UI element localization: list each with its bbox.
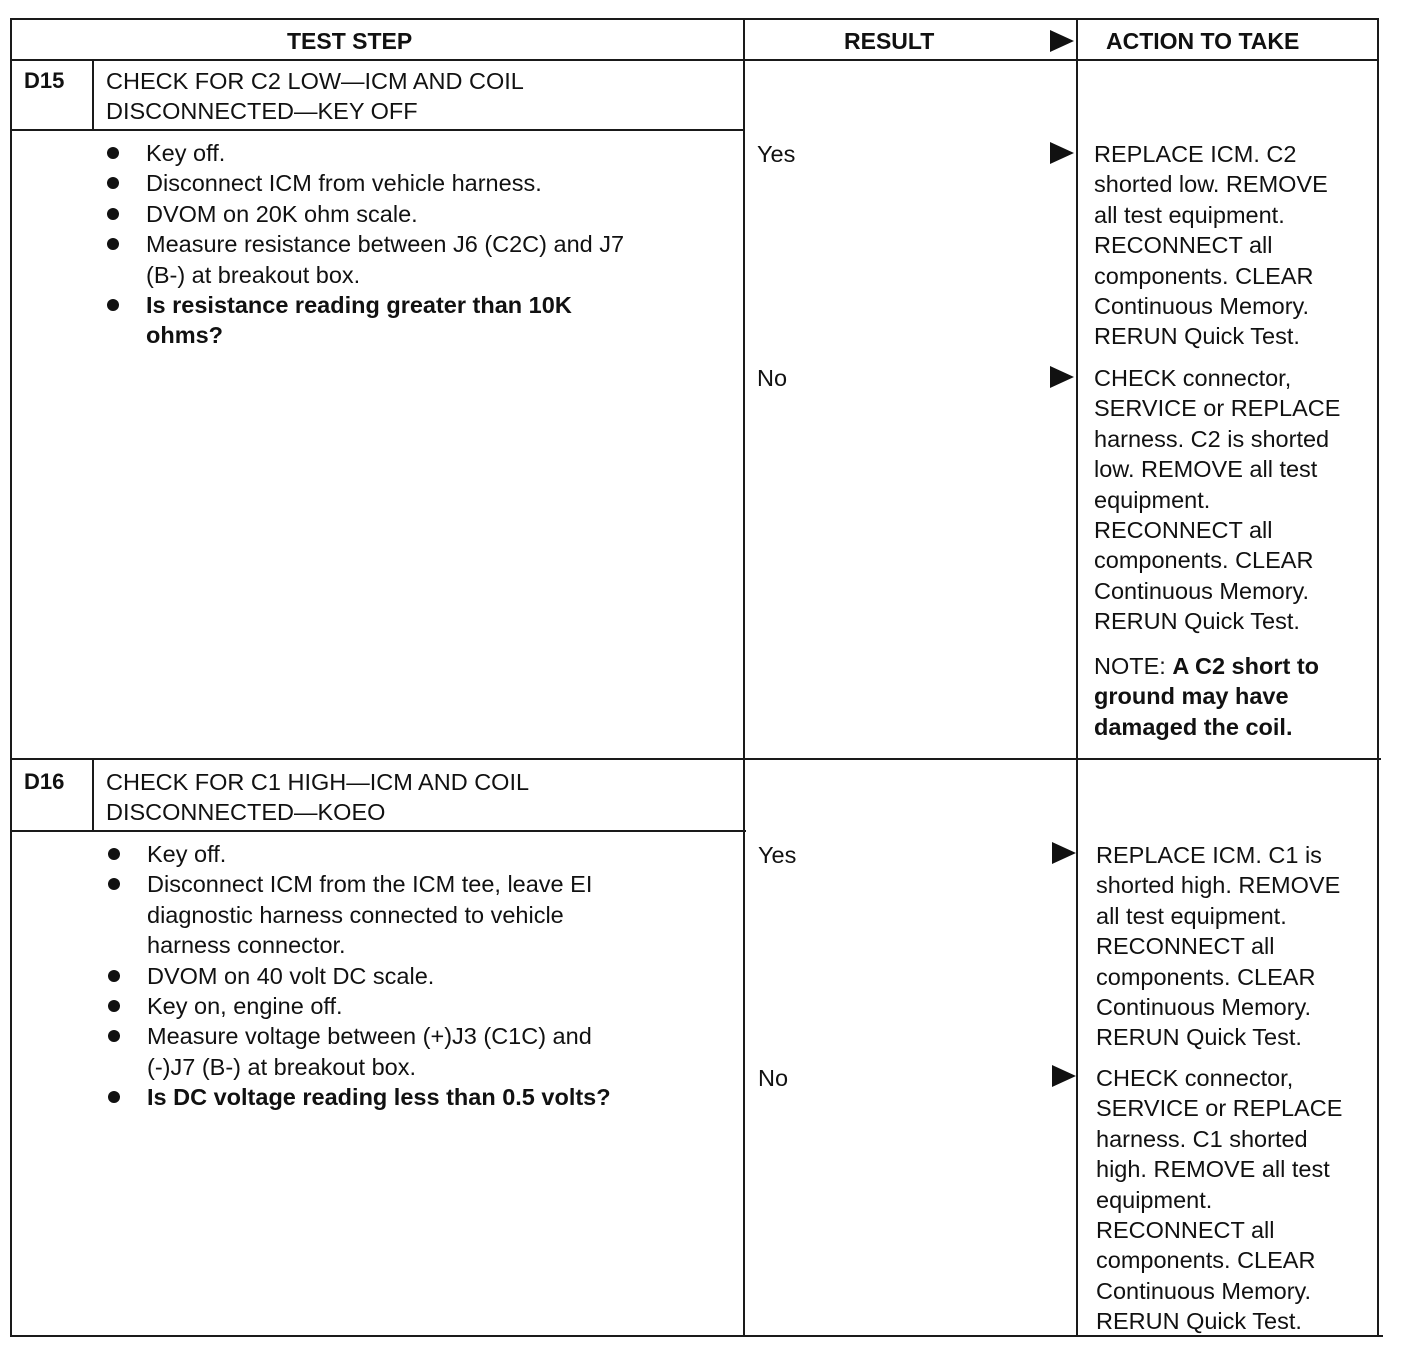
bullet-dot-icon xyxy=(107,208,119,220)
header-result: RESULT xyxy=(844,28,935,54)
d16-action-yes: REPLACE ICM. C1 is shorted high. REMOVE all test equipment. RECONNECT all components. CLEAR Continuous Memory. RERUN Quick Test. xyxy=(1096,842,1341,1051)
d15-action-no: CHECK connector, SERVICE or REPLACE harness. C2 is shorted low. REMOVE all test equipment. RECONNECT all components. CLEAR Continuous Memory. RERUN Quick Test. xyxy=(1094,365,1341,635)
header-test-step: TEST STEP xyxy=(287,28,413,54)
d15-result-no: No xyxy=(757,365,788,391)
step-d16-bullet-list xyxy=(105,839,735,1113)
table-right-border xyxy=(1377,18,1379,1337)
d15-title-bottom-border xyxy=(10,129,744,131)
d16-result-yes: Yes xyxy=(758,842,797,868)
step-number-d16: D16 xyxy=(24,769,65,794)
d15-no-arrow-icon xyxy=(1050,366,1074,388)
step-title-d16-line2: DISCONNECTED—KOEO xyxy=(106,799,386,825)
bullet-dot-icon xyxy=(108,1030,120,1042)
d15-result-yes: Yes xyxy=(757,141,796,167)
bullet-dot-icon xyxy=(107,147,119,159)
d16-yes-arrow-icon xyxy=(1052,842,1076,864)
section-divider xyxy=(10,758,1381,760)
bullet-item: Measure voltage between (+)J3 (C1C) and (-)J7 (B-) at breakout box. xyxy=(105,1021,735,1082)
bullet-dot-icon xyxy=(108,878,120,890)
d15-action-yes: REPLACE ICM. C2 shorted low. REMOVE all test equipment. RECONNECT all components. CLEAR Continuous Memory. RERUN Quick Test. xyxy=(1094,141,1328,350)
d16-number-divider xyxy=(92,758,94,832)
note-prefix: NOTE: xyxy=(1094,653,1173,679)
d15-number-divider xyxy=(92,59,94,131)
bullet-item-question: Is DC voltage reading less than 0.5 volts? xyxy=(105,1082,735,1112)
table-left-border xyxy=(10,18,12,1337)
bullet-dot-icon xyxy=(108,970,120,982)
step-title-d15-line2: DISCONNECTED—KEY OFF xyxy=(106,98,418,124)
bullet-dot-icon xyxy=(107,299,119,311)
result-right-border xyxy=(1076,18,1078,1337)
bullet-item: Disconnect ICM from the ICM tee, leave EI diagnostic harness connected to vehicle harness connector. xyxy=(105,869,735,960)
bullet-dot-icon xyxy=(108,848,120,860)
d16-result-no: No xyxy=(758,1065,789,1091)
header-arrow-icon xyxy=(1050,30,1074,52)
bullet-item: DVOM on 20K ohm scale. xyxy=(104,199,734,229)
note-text: A C2 short to ground may have damaged the coil. xyxy=(1094,653,1320,740)
bullet-item: Disconnect ICM from vehicle harness. xyxy=(104,168,734,198)
header-bottom-border xyxy=(10,59,1379,61)
bullet-item: Key off. xyxy=(105,839,735,869)
bullet-item: Measure resistance between J6 (C2C) and J7 (B-) at breakout box. xyxy=(104,229,734,290)
step-d15-bullet-list xyxy=(104,138,734,351)
bullet-dot-icon xyxy=(108,1091,120,1103)
bullet-item: Key off. xyxy=(104,138,734,168)
header-action-to-take: ACTION TO TAKE xyxy=(1106,28,1300,54)
bullet-dot-icon xyxy=(107,238,119,250)
d16-title-bottom-border xyxy=(10,830,746,832)
d15-yes-arrow-icon xyxy=(1050,142,1074,164)
step-title-d15-line1: CHECK FOR C2 LOW—ICM AND COIL xyxy=(106,68,524,94)
bullet-item: DVOM on 40 volt DC scale. xyxy=(105,961,735,991)
d16-action-no: CHECK connector, SERVICE or REPLACE harness. C1 shorted high. REMOVE all test equipment. RECONNECT all components. CLEAR Continuous Memory. RERUN Quick Test. xyxy=(1096,1065,1343,1335)
step-title-d16-line1: CHECK FOR C1 HIGH—ICM AND COIL xyxy=(106,769,530,795)
bullet-item: Key on, engine off. xyxy=(105,991,735,1021)
step-number-d15: D15 xyxy=(24,68,65,93)
bullet-dot-icon xyxy=(107,177,119,189)
test-step-right-border xyxy=(743,18,745,1337)
d15-note xyxy=(1094,651,1319,742)
table-top-border xyxy=(10,18,1379,20)
bullet-item-question: Is resistance reading greater than 10K ohms? xyxy=(104,290,734,351)
d16-no-arrow-icon xyxy=(1052,1065,1076,1087)
bullet-dot-icon xyxy=(108,1000,120,1012)
